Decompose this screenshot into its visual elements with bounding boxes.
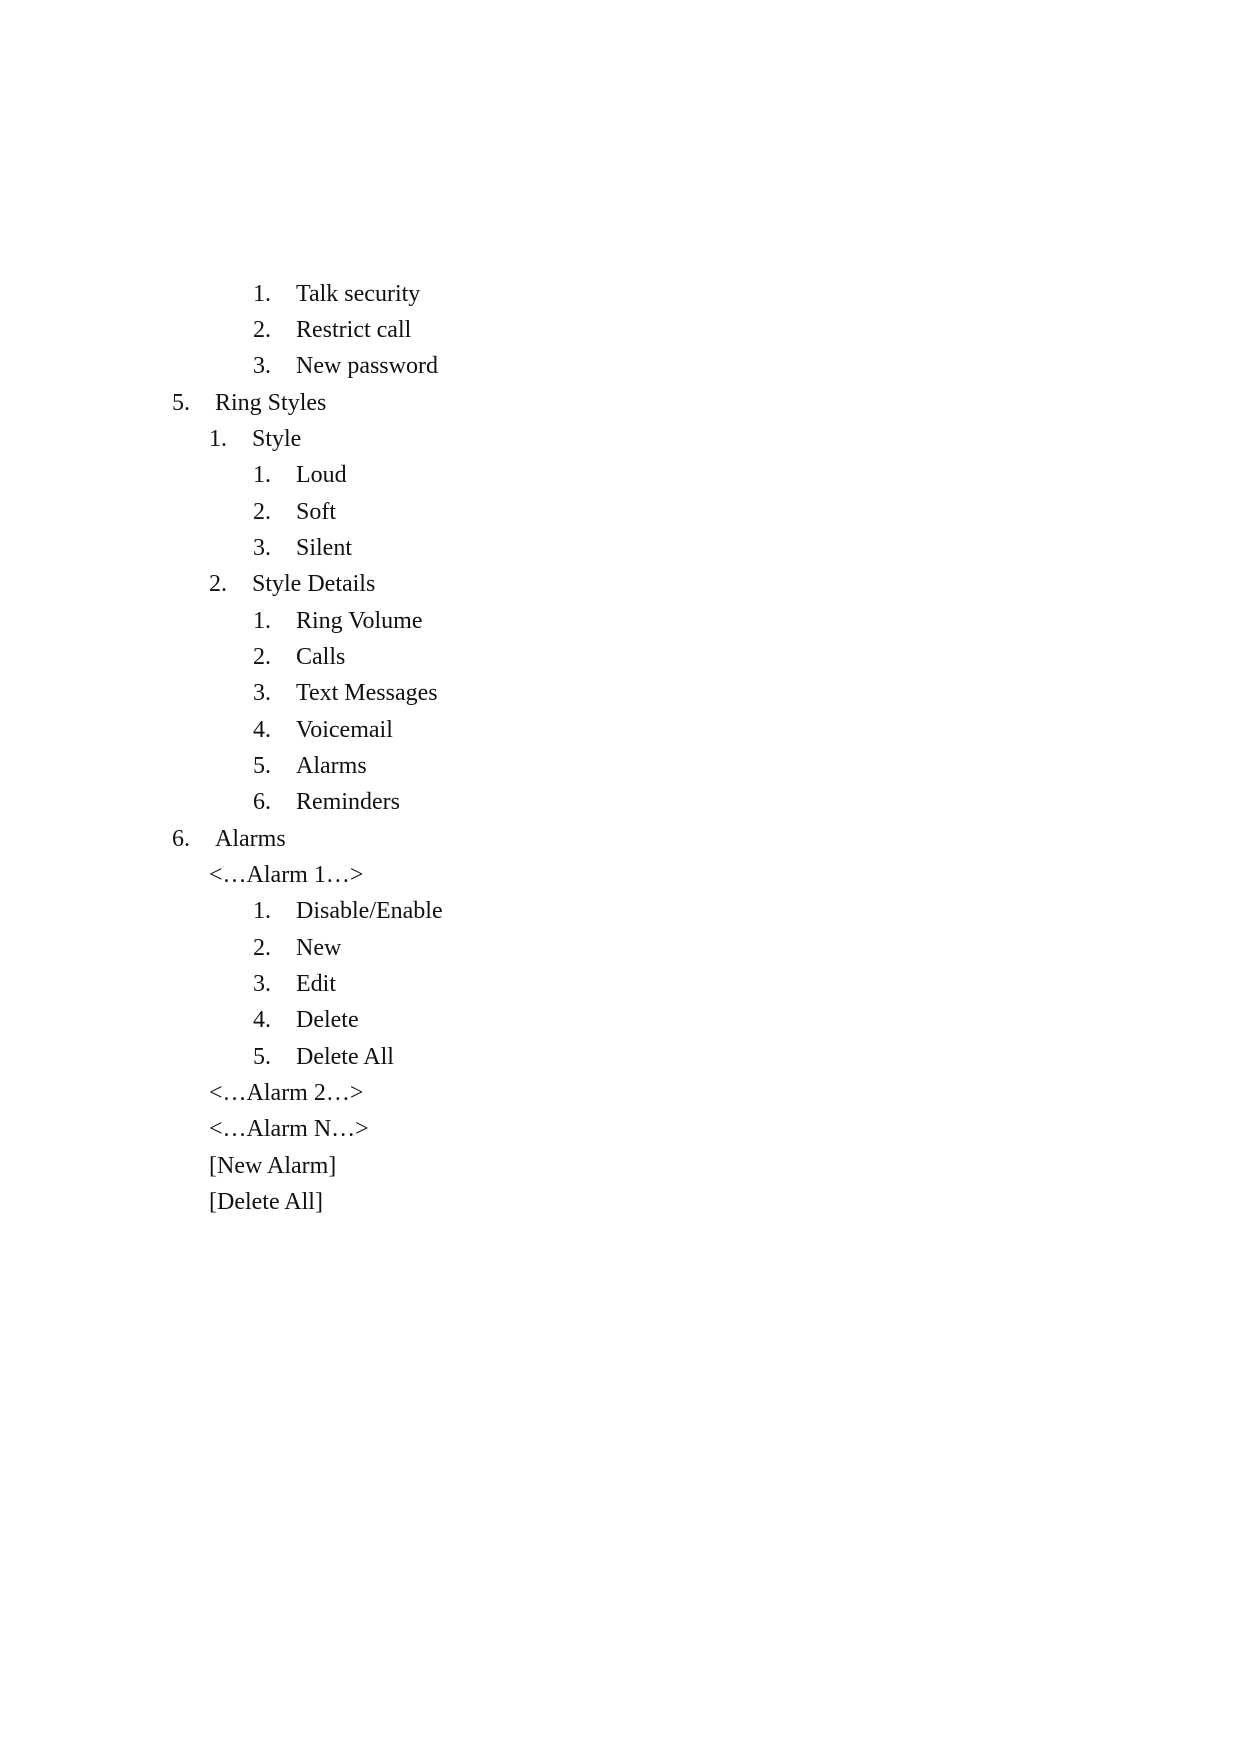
item-number: 5. (253, 753, 271, 779)
item-label: Soft (296, 499, 337, 525)
item-number: 5. (253, 1044, 271, 1070)
section-number: 5. (172, 390, 190, 416)
item-label: New (296, 935, 342, 961)
item-label: Restrict call (296, 317, 412, 343)
item-number: 2. (253, 935, 271, 961)
item-label: Calls (296, 644, 346, 670)
subsection-number: 1. (209, 426, 227, 452)
item-number: 3. (253, 353, 271, 379)
item-label: Ring Volume (296, 608, 423, 634)
alarm-n-entry: <…Alarm N…> (209, 1116, 369, 1142)
item-number: 1. (253, 608, 271, 634)
section-label: Alarms (215, 826, 286, 852)
item-label: Alarms (296, 753, 367, 779)
item-number: 1. (253, 462, 271, 488)
item-label: Talk security (296, 281, 421, 307)
section-label: Ring Styles (215, 390, 327, 416)
section-number: 6. (172, 826, 190, 852)
item-number: 6. (253, 789, 271, 815)
item-number: 2. (253, 317, 271, 343)
item-label: Silent (296, 535, 353, 561)
item-label: Delete All (296, 1044, 394, 1070)
item-label: Voicemail (296, 717, 393, 743)
item-number: 2. (253, 644, 271, 670)
item-label: Edit (296, 971, 336, 997)
item-number: 3. (253, 971, 271, 997)
item-label: Disable/Enable (296, 898, 443, 924)
alarm-2-entry: <…Alarm 2…> (209, 1080, 364, 1106)
item-number: 3. (253, 680, 271, 706)
item-number: 3. (253, 535, 271, 561)
item-label: Text Messages (296, 680, 438, 706)
item-number: 4. (253, 717, 271, 743)
new-alarm-entry: [New Alarm] (209, 1153, 337, 1179)
delete-all-entry: [Delete All] (209, 1189, 323, 1215)
item-number: 2. (253, 499, 271, 525)
alarm-1-entry: <…Alarm 1…> (209, 862, 364, 888)
subsection-label: Style (252, 426, 302, 452)
item-number: 1. (253, 898, 271, 924)
item-label: New password (296, 353, 438, 379)
item-number: 4. (253, 1007, 271, 1033)
item-label: Reminders (296, 789, 400, 815)
subsection-number: 2. (209, 571, 227, 597)
subsection-label: Style Details (252, 571, 376, 597)
item-number: 1. (253, 281, 271, 307)
item-label: Delete (296, 1007, 359, 1033)
item-label: Loud (296, 462, 347, 488)
